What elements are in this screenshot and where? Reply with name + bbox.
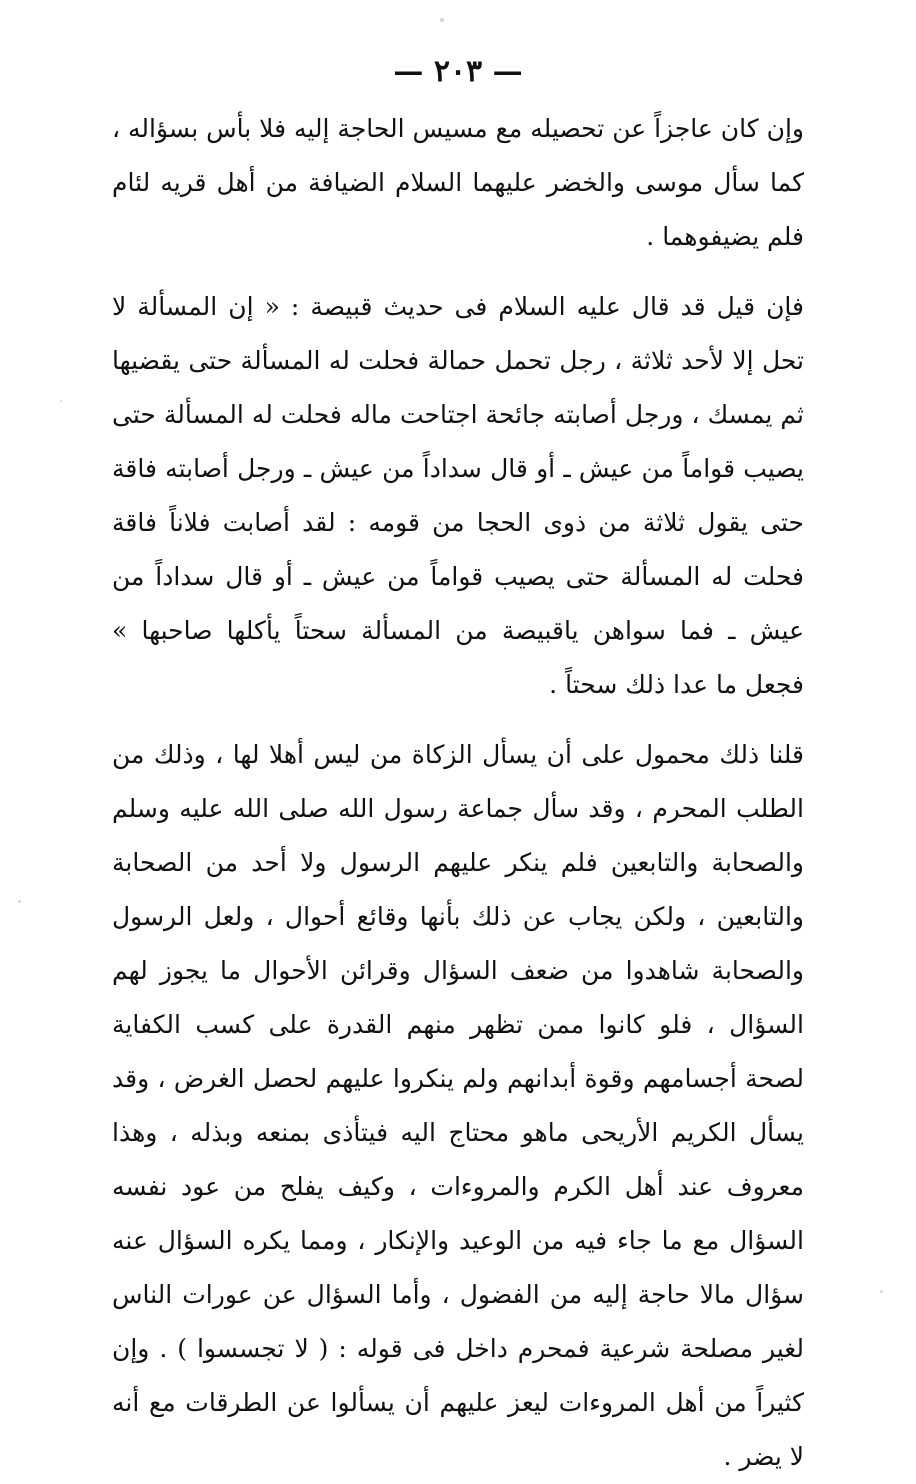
scan-speck — [60, 400, 62, 402]
page-number: — ٢٠٣ — — [393, 54, 523, 89]
paragraph-2: فإن قيل قد قال عليه السلام فى حديث قبيصة : « إن المسألة لا تحل إلا لأحد ثلاثة ، رجل تحمل حمالة فحلت له المسألة حتى يقضيها ثم يمسك ، ورجل أصابته جائحة اجتاحت ماله فحلت له المسألة حتى يصيب قواماً من عيش ـ أو قال سداداً من عيش ـ ورجل أصابته فاقة حتى يقول ثلاثة من ذوى الحجا من قومه : لقد أصابت فلاناً فاقة فحلت له المسألة حتى يصيب قواماً من عيش ـ أو قال سداداً من عيش ـ فما سواهن ياقبيصة من المسألة سحتاً يأكلها صاحبها » فجعل ما عدا ذلك سحتاً . — [112, 292, 804, 699]
scan-speck — [880, 1290, 883, 1293]
scan-speck — [440, 18, 444, 22]
scan-speck — [18, 900, 21, 903]
paragraph-1: وإن كان عاجزاً عن تحصيله مع مسيس الحاجة إليه فلا بأس بسؤاله ، كما سأل موسى والخضر عليهما السلام الضيافة من أهل قريه لئام فلم يضيفوهما . — [112, 114, 805, 251]
paragraph-3: قلنا ذلك محمول على أن يسأل الزكاة من ليس أهلا لها ، وذلك من الطلب المحرم ، وقد سأل جماعة رسول الله صلى الله عليه وسلم والصحابة والتابعين فلم ينكر عليهم الرسول ولا أحد من الصحابة والتابعين ، ولكن يجاب عن ذلك بأنها وقائع أحوال ، ولعل الرسول والصحابة شاهدوا من ضعف السؤال وقرائن الأحوال ما يجوز لهم السؤال ، فلو كانوا ممن تظهر منهم القدرة على كسب الكفاية لصحة أجسامهم وقوة أبدانهم ولم ينكروا عليهم لحصل الغرض ، وقد يسأل الكريم الأريحى ماهو محتاج اليه فيتأذى بمنعه وبذله ، وهذا معروف عند أهل الكرم والمروءات ، وكيف يفلح من عود نفسه السؤال مع ما جاء فيه من الوعيد والإنكار ، ومما يكره السؤال عنه سؤال مالا حاجة إليه من الفضول ، وأما السؤال عن عورات الناس لغير مصلحة شرعية فمحرم داخل فى قوله : ( لا تجسسوا ) . وإن كثيراً من أهل المروءات ليعز عليهم أن يسألوا عن الطرقات مع أنه لا يضر . — [112, 740, 805, 1471]
